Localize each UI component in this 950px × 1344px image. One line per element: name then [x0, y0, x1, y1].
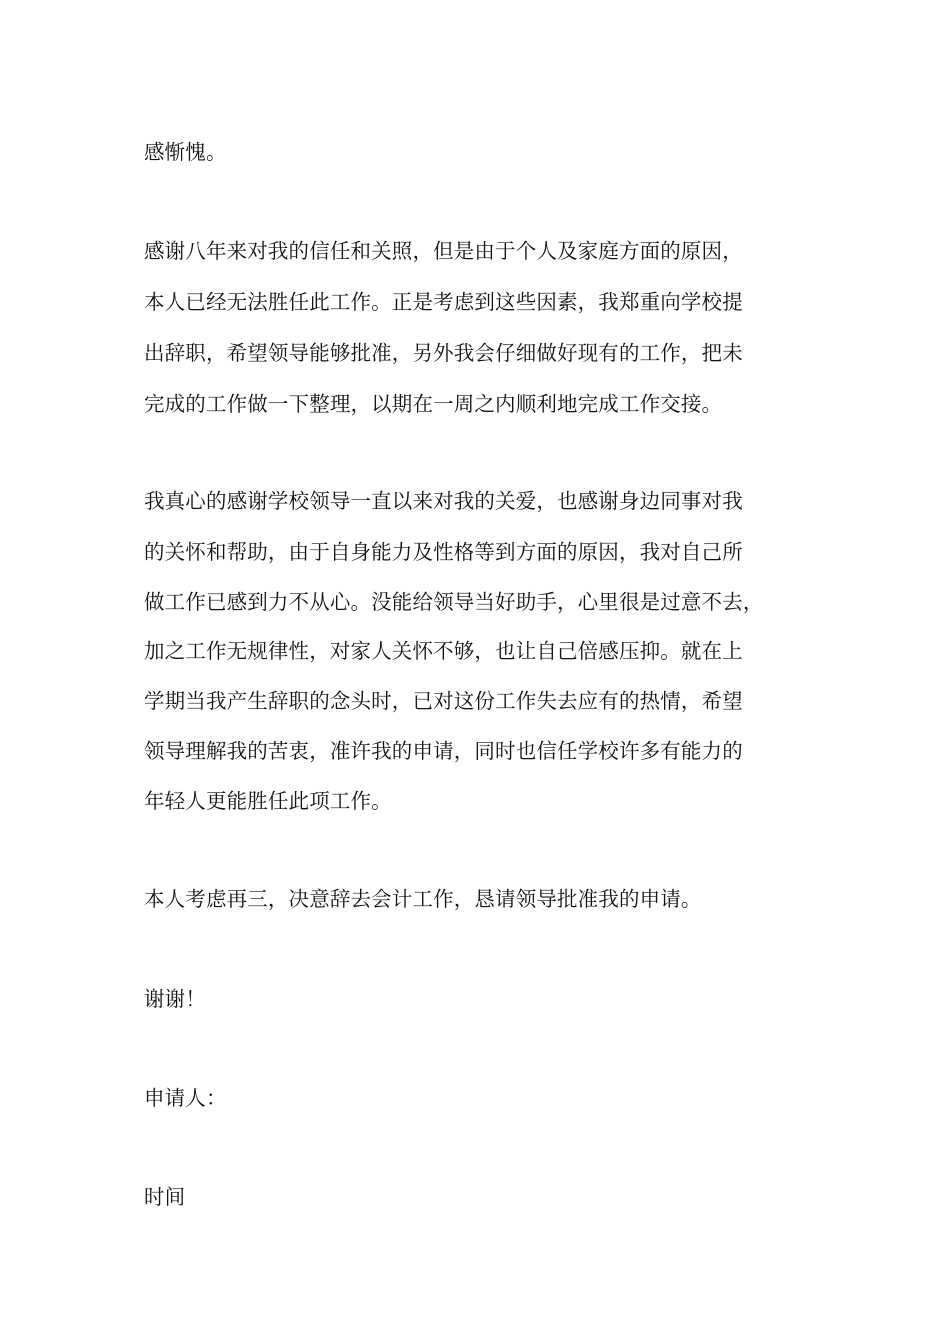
- paragraph-2-line-6: 领导理解我的苦衷，准许我的申请，同时也信任学校许多有能力的: [144, 739, 743, 763]
- paragraph-2-line-3: 做工作已感到力不从心。没能给领导当好助手，心里很是过意不去，: [144, 590, 764, 614]
- paragraph-1-line-3: 出辞职，希望领导能够批准，另外我会仔细做好现有的工作，把未: [144, 341, 743, 365]
- date-label: 时间: [144, 1185, 186, 1209]
- paragraph-1-line-4: 完成的工作做一下整理，以期在一周之内顺利地完成工作交接。: [144, 392, 723, 416]
- paragraph-2-line-1: 我真心的感谢学校领导一直以来对我的关爱，也感谢身边同事对我: [144, 489, 743, 513]
- applicant-label: 申请人：: [144, 1086, 227, 1110]
- paragraph-1-line-2: 本人已经无法胜任此工作。正是考虑到这些因素，我郑重向学校提: [144, 290, 743, 314]
- paragraph-3: 本人考虑再三，决意辞去会计工作，恳请领导批准我的申请。: [144, 887, 702, 911]
- paragraph-1-line-1: 感谢八年来对我的信任和关照，但是由于个人及家庭方面的原因，: [144, 239, 743, 263]
- thanks-text: 谢谢！: [144, 987, 206, 1011]
- paragraph-2-line-7: 年轻人更能胜任此项工作。: [144, 789, 392, 813]
- intro-fragment: 感惭愧。: [144, 140, 227, 164]
- paragraph-2-line-4: 加之工作无规律性，对家人关怀不够，也让自己倍感压抑。就在上: [144, 639, 743, 663]
- paragraph-2-line-2: 的关怀和帮助，由于自身能力及性格等到方面的原因，我对自己所: [144, 540, 743, 564]
- paragraph-2-line-5: 学期当我产生辞职的念头时，已对这份工作失去应有的热情，希望: [144, 689, 743, 713]
